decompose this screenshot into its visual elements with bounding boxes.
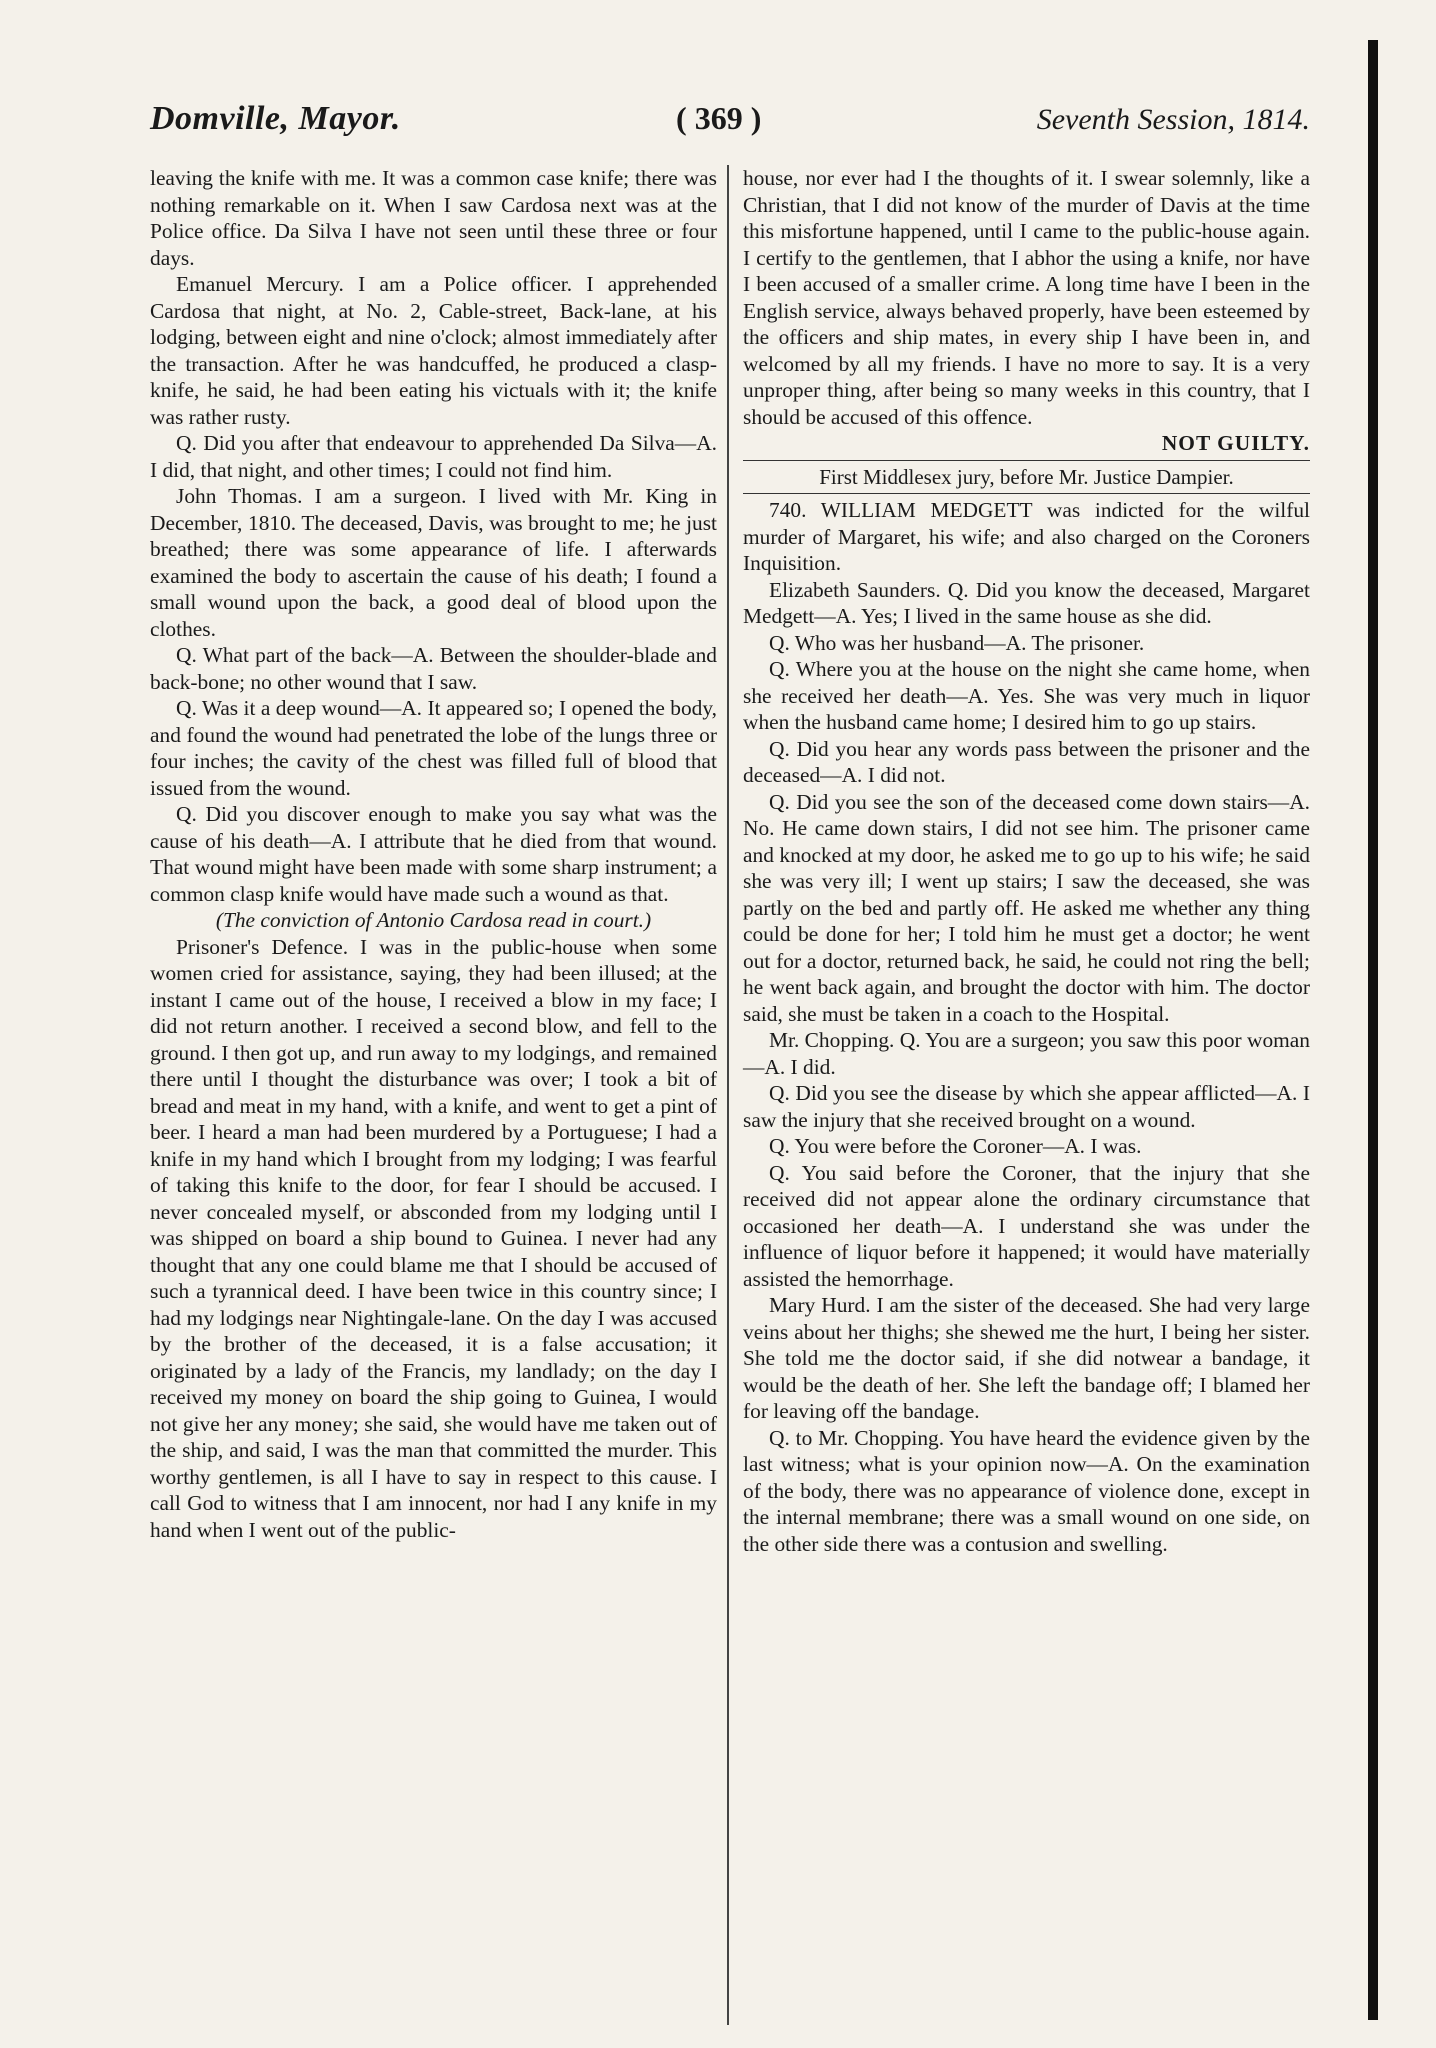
paragraph: Emanuel Mercury. I am a Police officer. I apprehended Cardosa that night, at No. 2, Cable-street, Back-lane, at his lodging, between eight and nine o'clock; almost immediately after the transaction. After he was handcuffed, he produced a clasp-knife, he said, he had been eating his victuals with it; the knife was rather rusty. [150,272,717,429]
jury-line: First Middlesex jury, before Mr. Justice Dampier. [819,464,1234,489]
paragraph: Elizabeth Saunders. Q. Did you know the deceased, Margaret Medgett—A. Yes; I lived in the same house as she did. [743,577,1310,628]
paragraph: Q. Was it a deep wound—A. It appeared so; I opened the body, and found the wound had penetrated the lobe of the lungs three or four inches; the cavity of the chest was filled full of blood that issued from the wound. [150,696,717,800]
right-column [727,165,1310,2025]
text-columns [150,165,1310,2025]
paragraph: Q. Did you hear any words pass between the prisoner and the deceased—A. I did not. [743,736,1310,787]
paragraph: Q. Where you at the house on the night she came home, when she received her death—A. Yes. She was very much in liquor when the husband came home; I desired him to go up stairs. [743,657,1310,734]
paragraph: Mary Hurd. I am the sister of the deceased. She had very large veins about her thighs; she shewed me the hurt, I being her sister. She told me the doctor said, if she did notwear a bandage, it would be the death of her. She left the bandage off; I blamed her for leaving off the bandage. [743,1293,1310,1423]
paragraph: (The conviction of Antonio Cardosa read in court.) [215,908,652,932]
divider [743,460,1310,461]
paragraph: Q. You said before the Coroner, that the injury that she received did not appear alone the ordinary circumstance that occasioned her death—A. I understand she was under the influence of liquor before it happened; it would have materially assisted the hemorrhage. [743,1160,1310,1291]
paragraph: Q. Did you after that endeavour to apprehended Da Silva—A. I did, that night, and other times; I could not find him. [150,431,717,482]
verdict: NOT GUILTY. [1161,431,1310,455]
paragraph: leaving the knife with me. It was a common case knife; there was nothing remarkable on it. When I saw Cardosa next was at the Police office. Da Silva I have not seen until these three or four days. [150,166,717,270]
header-mayor: Domville, Mayor. [150,100,401,137]
paragraph: 740. WILLIAM MEDGETT was indicted for the wilful murder of Margaret, his wife; and also charged on the Coroners Inquisition. [743,498,1310,575]
paragraph: Q. Did you see the disease by which she appear afflicted—A. I saw the injury that she received brought on a wound. [743,1081,1310,1132]
paragraph: Q. You were before the Coroner—A. I was. [769,1134,1142,1158]
left-column [150,165,727,2025]
paragraph: Q. Did you discover enough to make you say what was the cause of his death—A. I attribute that he died from that wound. That wound might have been made with some sharp instrument; a common clasp knife would have made such a wound as that. [150,802,717,906]
divider [743,493,1310,494]
paragraph: Q. What part of the back—A. Between the shoulder-blade and back-bone; no other wound that I saw. [150,643,717,694]
page-edge-bar [1368,40,1378,2020]
page-number: ( 369 ) [676,100,762,136]
paragraph: John Thomas. I am a surgeon. I lived with Mr. King in December, 1810. The deceased, Davis, was brought to me; he just breathed; there was some appearance of life. I afterwards examined the body to ascertain the cause of his death; I found a small wound upon the back, a good deal of blood upon the clothes. [150,484,717,641]
paragraph: Prisoner's Defence. I was in the public-house when some women cried for assistance, saying, they had been illused; at the instant I came out of the house, I received a blow in my face; I did not return another. I received a second blow, and fell to the ground. I then got up, and run away to my lodgings, and remained there until I thought the disturbance was over; I took a bit of bread and meat in my hand, with a knife, and went to get a pint of beer. I heard a man had been murdered by a Portuguese; I had a knife in my hand which I brought from my lodging; I was fearful of taking this knife to the door, for fear I should be accused. I never concealed myself, or absconded from my lodging until I was shipped on board a ship bound to Guinea. I never had any thought that any one could blame me that I should be accused of such a tyrannical deed. I have been twice in this country since; I had my lodgings near Nightingale-lane. On the day I was accused by the brother of the deceased, it is a false accusation; it originated by a lady of the Francis, my landlady; on the day I received my money on board the ship going to Guinea, I would not give her any money; she said, she would have me taken out of the ship, and said, I was the man that committed the murder. This worthy gentlemen, is all I have to say in respect to this cause. I call God to witness that I am innocent, nor had I any knife in my hand when I went out of the public- [150,934,717,1542]
header-session: Seventh Session, 1814. [1036,103,1310,136]
paragraph: Mr. Chopping. Q. You are a surgeon; you saw this poor woman—A. I did. [743,1028,1310,1079]
paragraph: Q. Did you see the son of the deceased come down stairs—A. No. He came down stairs, I did not see him. The prisoner came and knocked at my door, he asked me to go up to his wife; he said she was very ill; I went up stairs; I saw the deceased, she was partly on the bed and partly off. He asked me whether any thing could be done for her; I told him he must get a doctor; he went out for a doctor, returned back, he said, he could not ring the bell; he went back again, and brought the doctor with him. The doctor said, she must be taken in a coach to the Hospital. [743,789,1310,1026]
paragraph: Q. Who was her husband—A. The prisoner. [769,630,1145,655]
paragraph: Q. to Mr. Chopping. You have heard the evidence given by the last witness; what is your opinion now—A. On the examination of the body, there was no appearance of violence done, except in the internal membrane; there was a small wound on one side, on the other side there was a contusion and swelling. [743,1425,1310,1556]
paragraph: house, nor ever had I the thoughts of it. I swear solemnly, like a Christian, that I did not know of the murder of Davis at the time this misfortune happened, until I came to the public-house again. I certify to the gentlemen, that I abhor the using a knife, nor have I been accused of a smaller crime. A long time have I been in the English service, always behaved properly, have been esteemed by the officers and ship mates, in every ship I have been in, and welcomed by all my friends. I have no more to say. It is a very unproper thing, after being so many weeks in this country, that I should be accused of this offence. [743,166,1310,429]
page-header [150,100,1310,160]
